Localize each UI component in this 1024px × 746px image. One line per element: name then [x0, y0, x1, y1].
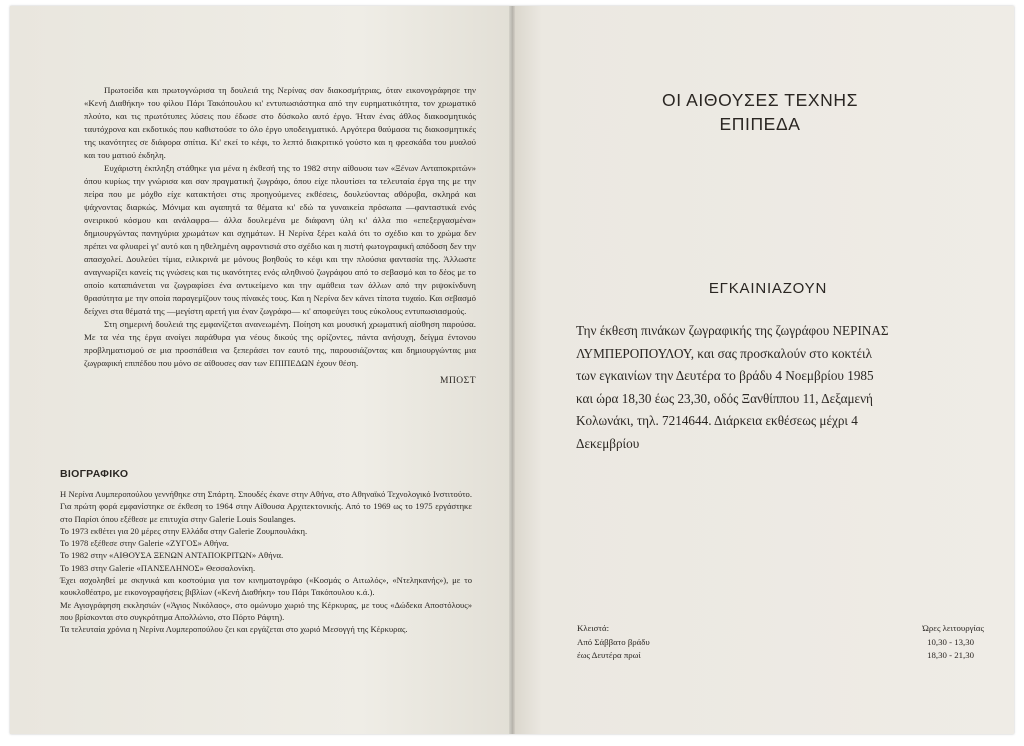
essay-paragraph: Ευχάριστη έκπληξη στάθηκε για μένα η έκθεσή της το 1982 στην αίθουσα των «Ξένων Ανταποκριτών» όπου κυρίως την γνώρισα και σαν πραγματική ζωγράφο, όπου είχε πλουτίσει τα τελευταία έργα της με την πείρα που με μόχθο είχε κατακτήσει στις προηγούμενες εκθέσεις, δουλεύοντας αθόρυβα, σκληρά και ψάχνοντας διαρκώς. Μόνιμα και αγαπητά τα θέματα κι' εδώ τα γυναικεία πρόσωπα —φανταστικά ενός ονειρικού κόσμου και ανάλαφρα— άλλα δουλεμένα με διάφανη ύλη κι' άλλα πιο «επεξεργασμένα» δημιουργώντας πανηγύρια χρωμάτων και σχημάτων. Η Νερίνα ξέρει καλά ότι το σχέδιο και το χρώμα δεν πρέπει να φλυαρεί γι' αυτό και η ηθελημένη αφροντισιά στο σχέδιο και η πιστή φωτογραφική απόδοση δεν την απασχολεί. Δουλεύει τίμια, ειλικρινά με μόνους βοηθούς το κέφι και την πλούσια φαντασία της. Άλλωστε αναγνωρίζει κανείς τις γνώσεις και τις ικανότητες ενός αληθινού ζωγράφου από το σεβασμό και το δέος με το οποίο καταπιάνεται να ζωγραφίσει ένα αντικείμενο και την αμάθεια των άλλων από την ριψοκίνδυνη θρασύτητα με την οποία παραγεμίζουν τους πίνακές τους. Και η Νερίνα δεν κάνει τίποτα τυχαίο. Και σεβασμό δείχνει στα θέματά της —μεγίστη αρετή για έναν ζωγράφο— κι' αποφεύγει τους εύκολους εντυπωσιασμούς. [84, 163, 476, 316]
hours-morning: 10,30 - 13,30 [927, 636, 974, 647]
invitation-line: Την έκθεση πινάκων ζωγραφικής της ζωγράφου ΝΕΡΙΝΑΣ [576, 323, 889, 338]
invitation-text [576, 320, 981, 455]
biography-text [60, 488, 472, 636]
invitation-line: των εγκαινίων την Δευτέρα το βράδυ 4 Νοεμβρίου 1985 [576, 368, 874, 383]
hours-title: Ώρες λειτουργίας [922, 623, 984, 633]
closed-days [577, 622, 650, 663]
hours-evening: 18,30 - 21,30 [927, 650, 974, 660]
invitation-line: Κολωνάκι, τηλ. 7214644. Διάρκεια εκθέσεως μέχρι 4 [576, 413, 858, 428]
biography-line: Έχει ασχοληθεί με σκηνικά και κοστούμια για τον κινηματογράφο («Κοσμάς ο Αιτωλός», «Ντεληκανής»), με το κουκλοθέατρο, με εικονογραφήσεις βιβλίων («Κενή Διαθήκη» του Πάρι Τακόπουλου κ.ά.). [60, 575, 472, 598]
closed-line: Από Σάββατο βράδυ [577, 636, 650, 647]
gallery-name-line: ΟΙ ΑΙΘΟΥΣΕΣ ΤΕΧΝΗΣ [661, 90, 859, 110]
essay-signature: ΜΠΟΣΤ [440, 376, 477, 386]
biography-line: Τα τελευταία χρόνια η Νερίνα Λυμπεροπούλου ζει και εργάζεται στο χωριό Μεσογγή της Κέρκυρας. [60, 624, 408, 635]
biography-line: Το 1973 εκθέτει για 20 μέρες στην Ελλάδα στην Galerie Ζουμπουλάκη. [60, 525, 308, 536]
gallery-name [640, 88, 880, 136]
invitation-line: και ώρα 18,30 έως 23,30, οδός Ξανθίππου 11, Δεξαμενή [576, 390, 873, 406]
essay-text [84, 84, 476, 370]
essay-paragraph: Πρωτοείδα και πρωτογνώρισα τη δουλειά της Νερίνας σαν διακοσμήτριας, όταν εικονογράφησε την «Κενή Διαθήκη» του φίλου Πάρι Τακόπουλου κι' εντυπωσιάστηκα από την ευρηματικότητα, τον χρωματικό πλούτο, και τις πρωτότυπες λύσεις που έδωσε στο δύσκολο αυτό έργο. Ήταν ένας άθλος διακοσμητικός ταυτόχρονα και εκδοτικός που καθιστούσε το όλο έργο υποδειγματικό. Αργότερα θαύμασα τις διακοσμητικές της ικανότητες σε διάφορα σπίτια. Κι' εκεί το κέφι, το λεπτό διακριτικό γούστο και η φρεσκάδα του μυαλού και του ματιού έκδηλη. [84, 85, 476, 160]
biography-line: Με Αγιογράφηση εκκλησιών («Άγιος Νικόλαος», στο ομώνυμο χωριό της Κέρκυρας, με τους «Δώδεκα Αποστόλους» που βρίσκονται στο συγκρότημα Απολλώνιο, στο Πόρτο Ράφτη). [60, 599, 472, 622]
closed-title: Κλειστά: [577, 623, 610, 633]
inauguration-heading: ΕΓΚΑΙΝΙΑΖΟΥΝ [708, 280, 828, 297]
opening-hours [844, 622, 984, 663]
biography-line: Το 1983 στην Galerie «ΠΑΝΣΕΛΗΝΟΣ» Θεσσαλονίκη. [60, 562, 256, 573]
gallery-name-line: ΕΠΙΠΕΔΑ [719, 114, 801, 134]
invitation-line: Δεκεμβρίου [576, 435, 640, 451]
invitation-line: ΛΥΜΠΕΡΟΠΟΥΛΟΥ, και σας προσκαλούν στο κοκτέιλ [576, 345, 872, 361]
essay-paragraph: Στη σημερινή δουλειά της εμφανίζεται ανανεωμένη. Ποίηση και μουσική χρωματική αίσθηση παρούσα. Με τα νέα της έργα ανοίγει παράθυρα για νέους δικούς της ορίζοντες, πάντα ανήσυχη, δείγμα έντονου προβληματισμού σε μια προσπάθεια να ξεπεράσει τον εαυτό της, παρουσιάζοντας και δημιουργώντας μια ζωγραφική επιπέδου που μόνο σε αίθουσες σαν των ΕΠΙΠΕΔΩΝ έχουν θέση. [84, 319, 476, 368]
page-fold [509, 6, 515, 734]
biography-line: Το 1982 στην «ΑΙΘΟΥΣΑ ΞΕΝΩΝ ΑΝΤΑΠΟΚΡΙΤΩΝ» Αθήνα. [60, 550, 284, 561]
biography-line: Η Νερίνα Λυμπεροπούλου γεννήθηκε στη Σπάρτη. Σπουδές έκανε στην Αθήνα, στο Αθηναϊκό Τεχνολογικό Ινστιτούτο. Για πρώτη φορά εμφανίστηκε σε έκθεση το 1964 στην Αίθουσα Αρχιτεκτονικής. Από το 1969 ως το 1975 εργάστηκε στο Παρίσι όπου εξέθεσε με επιτυχία στην Galerie Louis Soulanges. [60, 489, 472, 524]
closed-line: έως Δευτέρα πρωί [577, 650, 641, 660]
biography-line: Το 1978 εξέθεσε στην Galerie «ΖΥΓΟΣ» Αθήνα. [60, 538, 229, 549]
biography-heading: ΒΙΟΓΡΑΦΙΚΟ [60, 468, 129, 480]
